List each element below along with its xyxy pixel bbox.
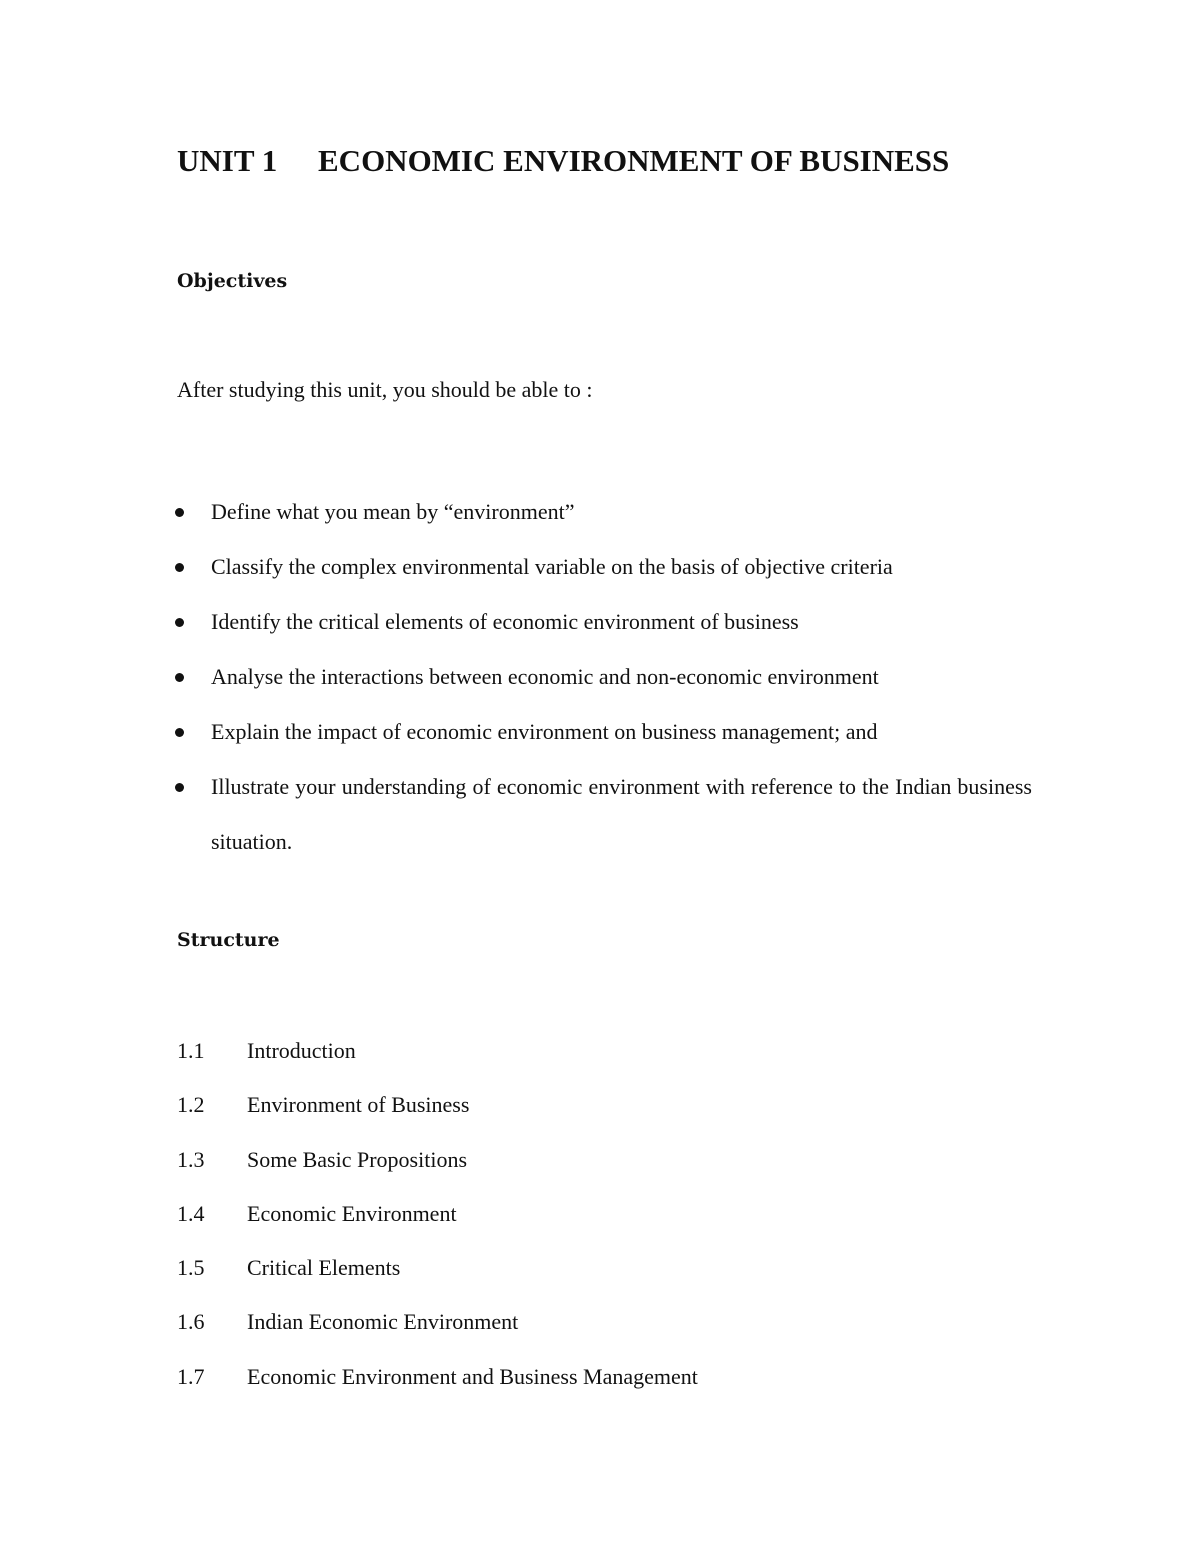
objective-text: Identify the critical elements of economic environment of business xyxy=(211,609,799,634)
section-number: 1.6 xyxy=(177,1309,205,1335)
section-title: Introduction xyxy=(247,1038,356,1063)
objectives-heading: Objectives xyxy=(177,270,288,292)
objective-text: Classify the complex environmental variable on the basis of objective criteria xyxy=(211,554,893,579)
unit-title xyxy=(177,141,949,181)
objective-item xyxy=(162,539,1032,594)
unit-title-text: ECONOMIC ENVIRONMENT OF BUSINESS xyxy=(318,143,950,178)
structure-list xyxy=(177,1036,698,1416)
bullet-icon xyxy=(175,673,184,682)
section-number: 1.7 xyxy=(177,1363,205,1389)
section-number: 1.4 xyxy=(177,1200,205,1226)
section-title: Economic Environment xyxy=(247,1200,457,1226)
objective-text: Explain the impact of economic environment on business management; and xyxy=(211,719,878,744)
bullet-icon xyxy=(175,563,184,572)
structure-item xyxy=(177,1145,698,1199)
objective-text: Define what you mean by “environment” xyxy=(211,499,575,524)
objectives-list xyxy=(162,484,1032,869)
objective-text: Illustrate your understanding of economic environment with reference to the Indian business situation. xyxy=(211,774,1032,854)
section-number: 1.3 xyxy=(177,1146,205,1172)
bullet-icon xyxy=(175,728,184,737)
bullet-icon xyxy=(175,618,184,627)
bullet-icon xyxy=(175,508,184,517)
objective-item xyxy=(162,594,1032,649)
section-number: 1.5 xyxy=(177,1255,205,1281)
structure-item xyxy=(177,1036,698,1090)
objectives-intro: After studying this unit, you should be able to : xyxy=(177,377,593,402)
section-title: Some Basic Propositions xyxy=(247,1146,468,1172)
structure-item xyxy=(177,1307,698,1361)
unit-number: UNIT 1 xyxy=(177,143,278,178)
structure-item xyxy=(177,1253,698,1307)
section-title: Indian Economic Environment xyxy=(247,1309,519,1335)
section-title: Environment of Business xyxy=(247,1092,470,1118)
section-number: 1.2 xyxy=(177,1092,205,1118)
section-number: 1.1 xyxy=(177,1038,205,1063)
structure-heading: Structure xyxy=(177,929,280,951)
objective-item xyxy=(162,484,1032,539)
structure-item xyxy=(177,1362,698,1416)
bullet-icon xyxy=(175,783,184,792)
structure-item xyxy=(177,1090,698,1144)
objective-item xyxy=(162,759,1032,869)
objective-item xyxy=(162,704,1032,759)
objective-text: Analyse the interactions between economic and non-economic environment xyxy=(211,664,879,689)
objective-item xyxy=(162,649,1032,704)
section-title: Economic Environment and Business Management xyxy=(247,1363,698,1389)
structure-item xyxy=(177,1199,698,1253)
section-title: Critical Elements xyxy=(247,1255,401,1281)
